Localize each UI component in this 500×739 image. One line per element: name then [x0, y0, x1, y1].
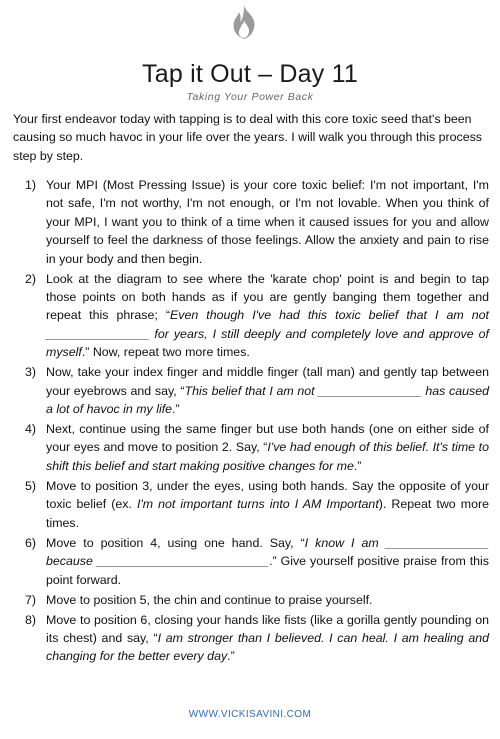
list-item — [0, 363, 489, 418]
step-number: 2) — [25, 271, 37, 286]
step-text: Move to position 3, under the eyes, using both hands. Say the opposite of your toxic belief (ex. — [46, 478, 489, 512]
step-text-end: .” — [353, 458, 362, 473]
flame-icon — [228, 4, 260, 40]
step-text: Move to position 5, the chin and continue to praise yourself. — [46, 592, 373, 607]
list-item — [0, 270, 489, 362]
step-affirmation: I am stronger than I believed. I can heal. I am healing and changing for the better every day — [46, 630, 489, 664]
step-affirmation: This belief that I am not _______________ has caused a lot of havoc in my life — [46, 383, 489, 417]
step-text-end: ). Repeat two more times. — [46, 497, 489, 530]
step-affirmation: Even though I've had this toxic belief that I am not _______________ for years, I still deeply and completely love and approve of myself — [46, 308, 489, 360]
list-item — [0, 591, 489, 609]
step-text: Look at the diagram to see where the 'karate chop' point is and begin to tap those points on both hands as if you are gently banging them together and repeat this phrase; “ — [46, 271, 489, 323]
step-number: 7) — [25, 592, 37, 607]
step-text: Move to position 4, using one hand. Say, “ — [46, 535, 305, 550]
step-text-end: .” — [227, 649, 235, 664]
step-number: 5) — [25, 478, 37, 493]
step-text-end: .” Now, repeat two more times. — [81, 345, 250, 360]
step-number: 6) — [25, 535, 37, 550]
list-item — [0, 420, 489, 475]
step-number: 4) — [25, 422, 37, 437]
step-text-end: .” Give yourself positive praise from this point forward. — [46, 554, 489, 587]
step-affirmation: I'm not important turns into I AM Important — [136, 497, 379, 512]
step-affirmation: I've had enough of this belief. It's time to shift this belief and start making positive changes for me — [46, 440, 489, 473]
website-link[interactable]: WWW.VICKISAVINI.COM — [188, 709, 312, 720]
intro-paragraph: Your first endeavor today with tapping is to deal with this core toxic seed that's been causing so much havoc in your life over the years. I will walk you through this process step by step. — [13, 112, 482, 163]
page-title: Tap it Out – Day 11 — [142, 60, 358, 88]
step-text-end: .” — [172, 402, 180, 417]
list-item — [0, 611, 489, 666]
step-number: 3) — [25, 365, 37, 380]
steps-list — [0, 176, 489, 667]
page-subtitle: Taking Your Power Back — [186, 91, 314, 103]
list-item — [0, 176, 489, 268]
list-item — [0, 477, 489, 532]
step-text: Move to position 6, closing your hands like fists (like a gorilla gently pounding on its chest) and say, “ — [46, 612, 489, 645]
step-text: Next, continue using the same finger but use both hands (one on either side of your eyes and move to position 2. Say, “ — [46, 422, 489, 455]
step-number: 1) — [25, 178, 37, 192]
step-affirmation: I know I am _______________ because _________________________ — [46, 535, 489, 569]
step-text: Your MPI (Most Pressing Issue) is your core toxic belief: I'm not important, I'm not safe, I'm not worthy, I'm not enough, or I'm not lovable. When you think of your MPI, I want you to think of a time when it caused issues for you and allow yourself to feel the darkness of those feelings. Allow the anxiety and pain to rise in your body and then begin. — [46, 178, 489, 266]
step-text: Now, take your index finger and middle finger (tall man) and gently tap between your eyebrows and say, “ — [46, 365, 489, 398]
list-item — [0, 534, 489, 589]
step-number: 8) — [25, 612, 37, 627]
